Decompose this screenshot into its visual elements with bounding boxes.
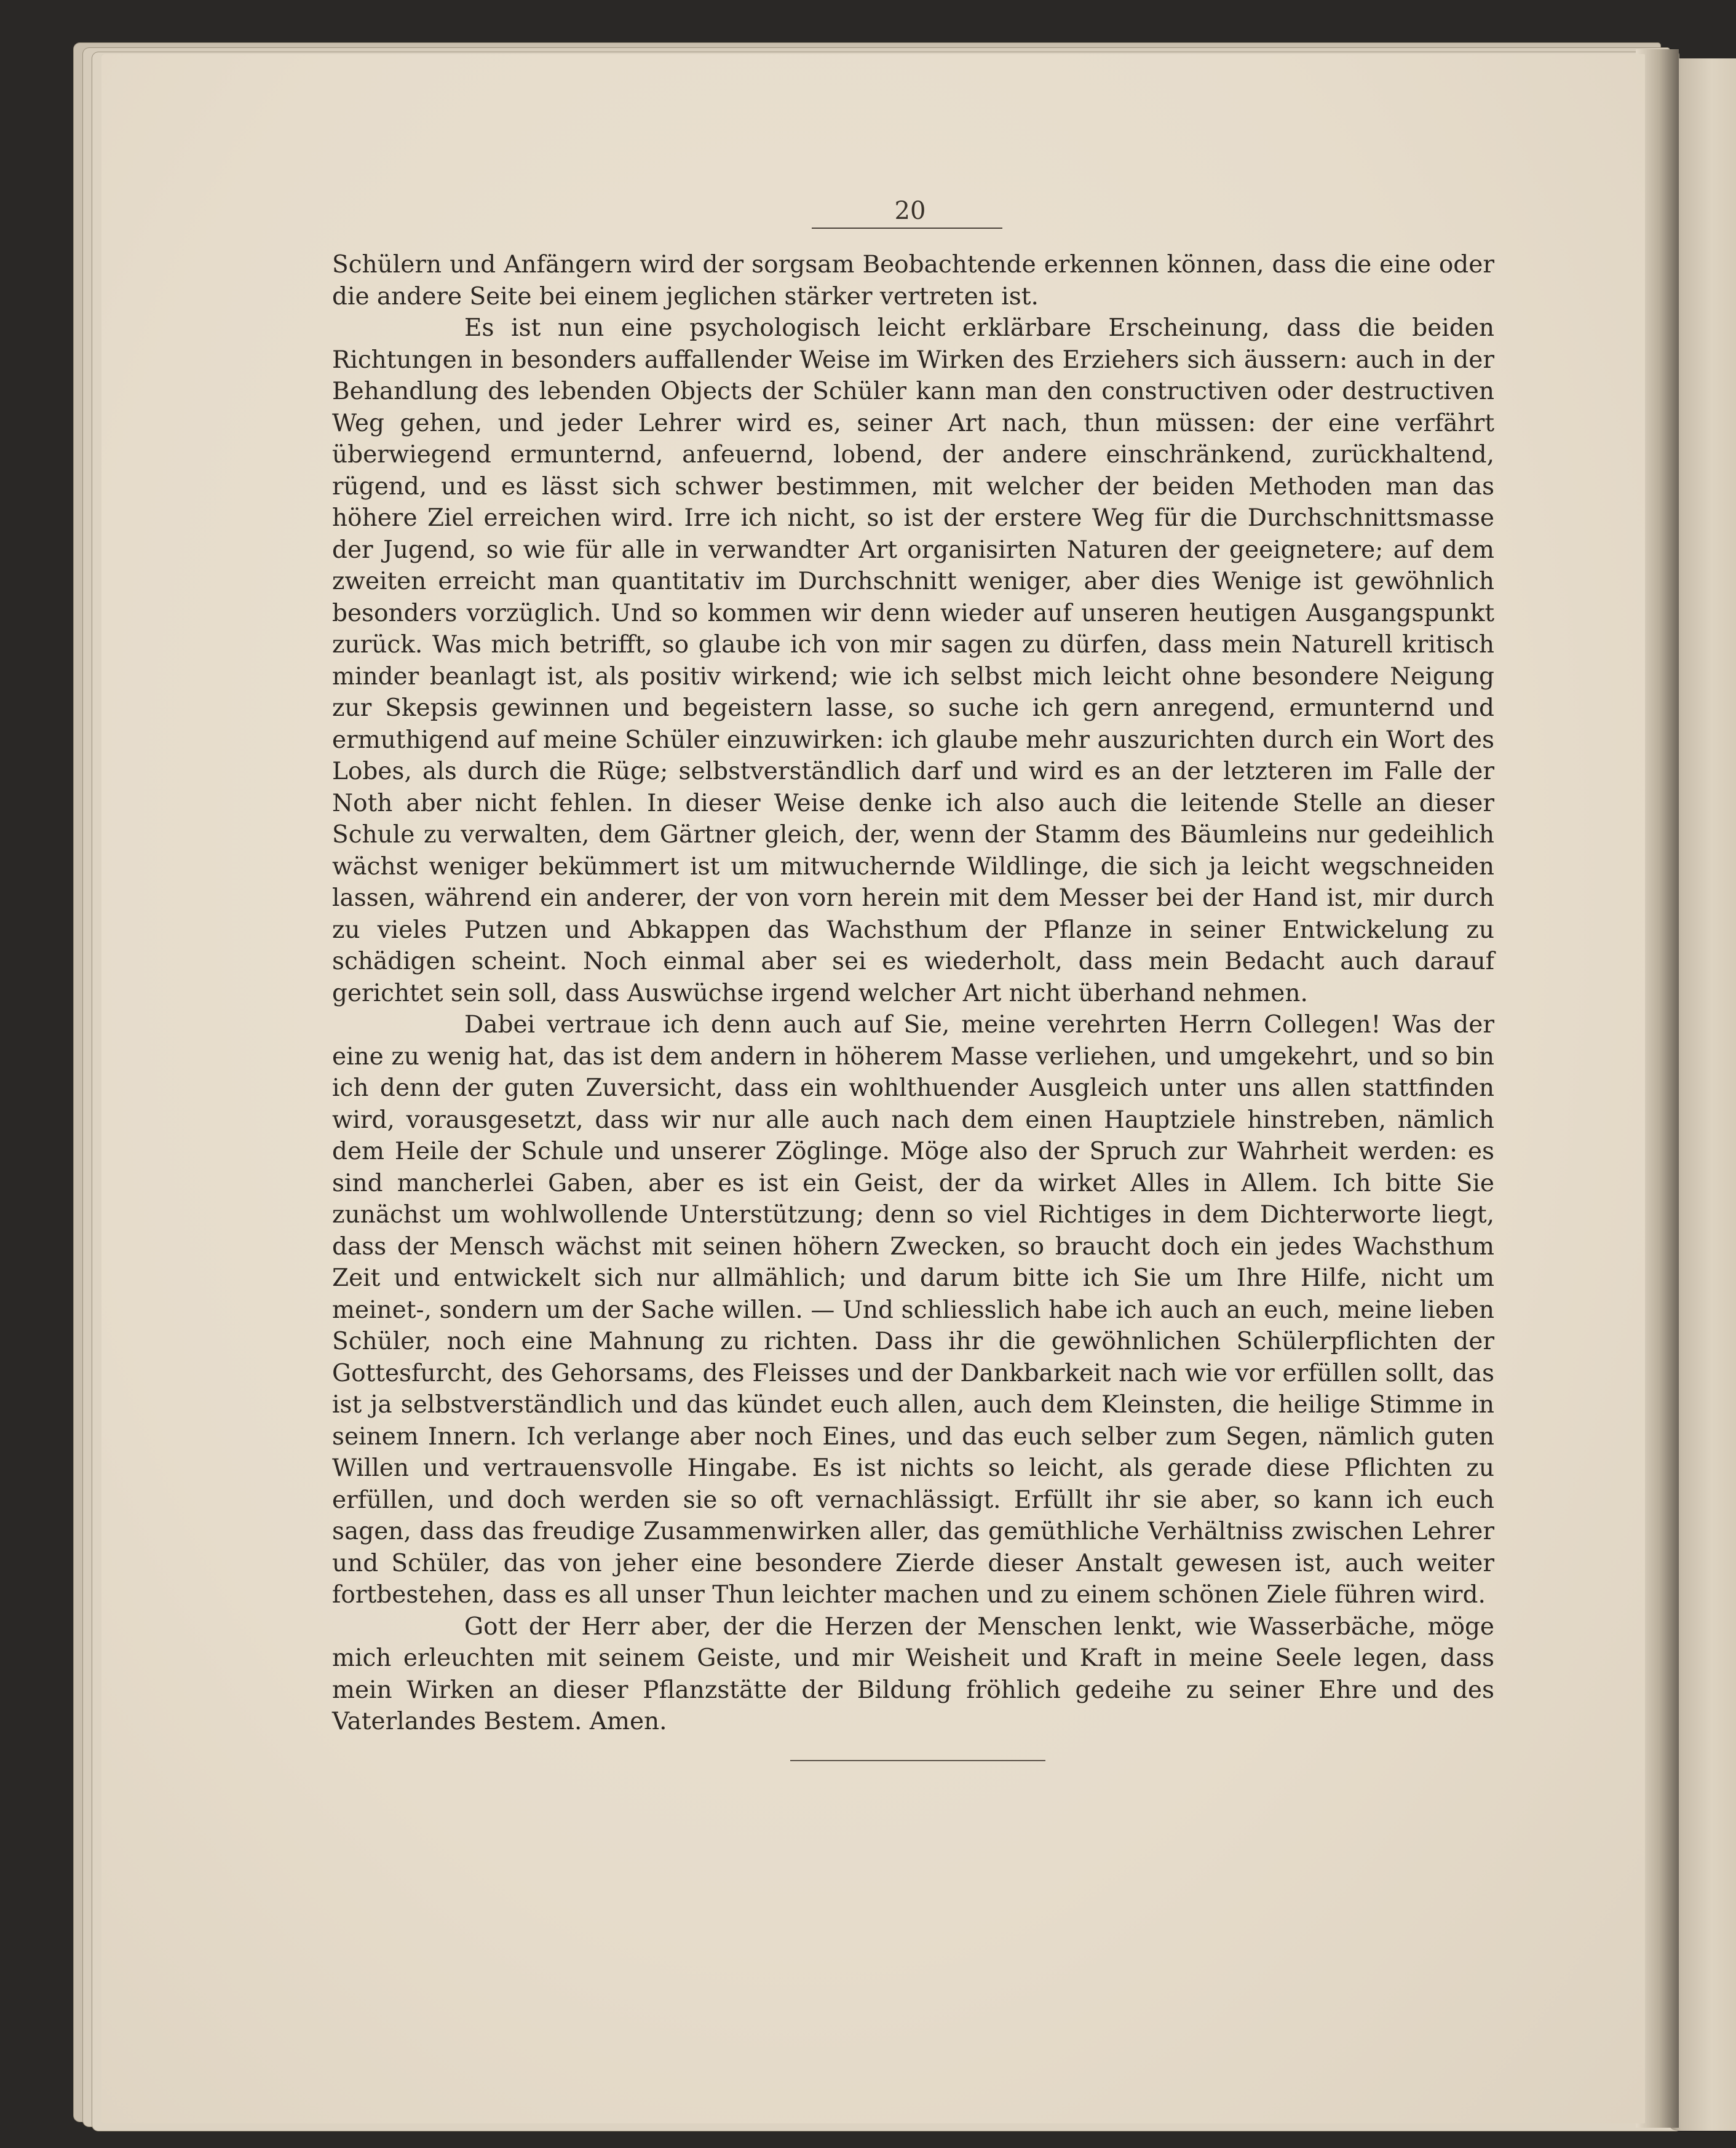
- header-rule: [812, 228, 1002, 229]
- paragraph: Dabei vertraue ich denn auch auf Sie, meine verehrten Herrn Collegen! Was der eine zu wenig hat, das ist dem andern in höherem Masse verliehen, und umgekehrt, und so bin ich denn der guten Zuversicht, dass ein wohlthuender Ausgleich unter uns allen stattfinden wird, vorausgesetzt, dass wir nur alle auch nach dem einen Hauptziele hinstreben, nämlich dem Heile der Schule und unserer Zöglinge. Möge also der Spruch zur Wahrheit werden: es sind mancherlei Gaben, aber es ist ein Geist, der da wirket Alles in Allem. Ich bitte Sie zunächst um wohlwollende Unterstützung; denn so viel Richtiges in dem Dichterworte liegt, dass der Mensch wächst mit seinen höhern Zwecken, so braucht doch ein jedes Wachsthum Zeit und entwickelt sich nur allmählich; und darum bitte ich Sie um Ihre Hilfe, nicht um meinet-, sondern um der Sache willen. — Und schliesslich habe ich auch an euch, meine lieben Schüler, noch eine Mahnung zu richten. Dass ihr die gewöhnlichen Schülerpflichten der Gottesfurcht, des Gehorsams, des Fleisses und der Dankbarkeit nach wie vor erfüllen sollt, das ist ja selbstverständlich und das kündet euch allen, auch dem Kleinsten, die heilige Stimme in seinem Innern. Ich verlange aber noch Eines, und das euch selber zum Segen, nämlich guten Willen und vertrauensvolle Hingabe. Es ist nichts so leicht, als gerade diese Pflichten zu erfüllen, und doch werden sie so oft vernachlässigt. Erfüllt ihr sie aber, so kann ich euch sagen, dass das freudige Zusammenwirken aller, das gemüthliche Verhältniss zwischen Lehrer und Schüler, das von jeher eine besondere Zierde dieser Anstalt gewesen ist, auch weiter fortbestehen, dass es all unser Thun leichter machen und zu einem schönen Ziele führen wird.: [332, 1011, 1494, 1609]
- paragraph: Schülern und Anfängern wird der sorgsam Beobachtende erkennen können, dass die eine oder die andere Seite bei einem jeglichen stärker vertreten ist.: [332, 251, 1494, 311]
- paragraph: Es ist nun eine psychologisch leicht erklärbare Erscheinung, dass die beiden Richtungen in besonders auffallender Weise im Wirken des Erziehers sich äussern: auch in der Behandlung des lebenden Objects der Schüler kann man den constructiven oder destructiven Weg gehen, und jeder Lehrer wird es, seiner Art nach, thun müssen: der eine verfährt überwiegend ermunternd, anfeuernd, lobend, der andere einschränkend, zurückhaltend, rügend, und es lässt sich schwer bestimmen, mit welcher der beiden Methoden man das höhere Ziel erreichen wird. Irre ich nicht, so ist der erstere Weg für die Durchschnittsmasse der Jugend, so wie für alle in verwandter Art organisirten Naturen der geeignetere; auf dem zweiten erreicht man quantitativ im Durchschnitt weniger, aber dies Wenige ist gewöhnlich besonders vorzüglich. Und so kommen wir denn wieder auf unseren heutigen Ausgangspunkt zurück. Was mich betrifft, so glaube ich von mir sagen zu dürfen, dass mein Naturell kritisch minder beanlagt ist, als positiv wirkend; wie ich selbst mich leicht ohne besondere Neigung zur Skepsis gewinnen und begeistern lasse, so suche ich gern anregend, ermunternd und ermuthigend auf meine Schüler einzuwirken: ich glaube mehr auszurichten durch ein Wort des Lobes, als durch die Rüge; selbstverständlich darf und wird es an der letzteren im Falle der Noth aber nicht fehlen. In dieser Weise denke ich also auch die leitende Stelle an dieser Schule zu verwalten, dem Gärtner gleich, der, wenn der Stamm des Bäumleins nur gedeihlich wächst weniger bekümmert ist um mitwuchernde Wildlinge, die sich ja leicht wegschneiden lassen, während ein anderer, der von vorn herein mit dem Messer bei der Hand ist, mir durch zu vieles Putzen und Abkappen das Wachsthum der Pflanze in seiner Entwickelung zu schädigen scheint. Noch einmal aber sei es wiederholt, dass mein Bedacht auch darauf gerichtet sein soll, dass Auswüchse irgend welcher Art nicht überhand nehmen.: [332, 314, 1494, 1007]
- paragraph: Gott der Herr aber, der die Herzen der Menschen lenkt, wie Wasserbäche, möge mich erleuchten mit seinem Geiste, und mir Weisheit und Kraft in meine Seele legen, dass mein Wirken an dieser Pflanzstätte der Bildung fröhlich gedeihe zu seiner Ehre und des Vaterlandes Bestem. Amen.: [332, 1612, 1494, 1735]
- closing-rule: [790, 1760, 1045, 1761]
- body-text: [332, 249, 1494, 1738]
- page-number: 20: [894, 197, 926, 225]
